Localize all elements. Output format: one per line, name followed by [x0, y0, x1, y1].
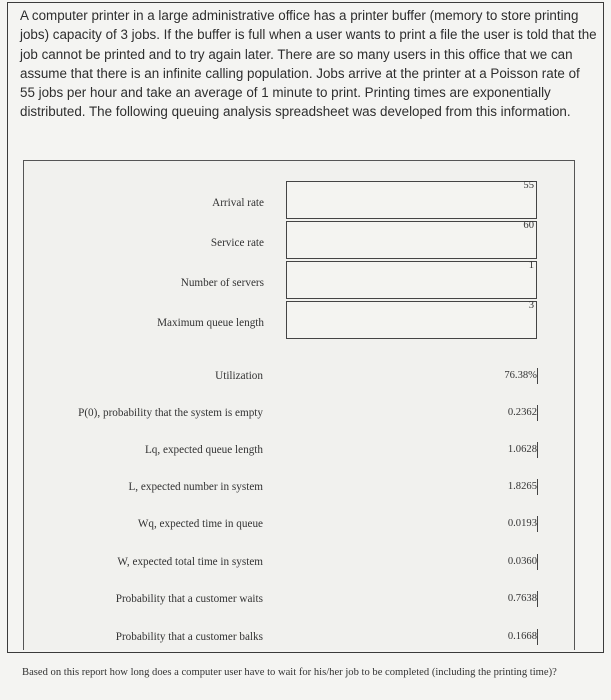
service-rate-row — [24, 233, 574, 253]
p0-label: P(0), probability that the system is empty — [78, 407, 263, 419]
lq-label: Lq, expected queue length — [144, 444, 263, 456]
w-label: W, expected total time in system — [117, 556, 263, 568]
l-label: L, expected number in system — [128, 481, 263, 493]
lq-cell — [483, 440, 538, 460]
prob-wait-value: 0.7638 — [507, 593, 537, 604]
utilization-row — [24, 366, 574, 386]
wq-cell — [483, 514, 538, 534]
l-value: 1.8265 — [507, 481, 537, 492]
p0-value: 0.2362 — [507, 407, 537, 418]
lq-value: 1.0628 — [507, 444, 537, 455]
utilization-label: Utilization — [215, 370, 263, 382]
utilization-value: 76.38% — [504, 370, 537, 381]
service-rate-value: 60 — [523, 220, 534, 231]
prob-wait-cell — [483, 589, 538, 609]
p0-row — [24, 403, 574, 423]
prob-balk-cell — [483, 627, 538, 647]
prob-balk-value: 0.1668 — [507, 631, 537, 642]
l-row — [24, 477, 574, 497]
w-value: 0.0360 — [507, 556, 537, 567]
wq-label: Wq, expected time in queue — [137, 518, 263, 530]
problem-statement: A computer printer in a large administrative office has a printer buffer (memory to store printing jobs) capacity of 3 jobs. If the buffer is full when a user wants to print a file the user is told that the job cannot be printed and to try again later. There are so many users in this office that we can assume that there is an infinite calling population. Jobs arrive at the printer at a Poisson rate of 55 jobs per hour and take an average of 1 minute to print. Printing times are exponentially distributed. The following queuing analysis spreadsheet was developed from this information. — [20, 8, 597, 120]
max-queue-length-value: 3 — [528, 300, 534, 311]
w-cell — [483, 552, 538, 572]
service-rate-label: Service rate — [210, 237, 264, 249]
wq-value: 0.0193 — [507, 518, 537, 529]
p0-cell — [483, 403, 538, 423]
number-of-servers-value: 1 — [528, 260, 534, 271]
number-of-servers-label: Number of servers — [180, 277, 264, 289]
w-row — [24, 552, 574, 572]
prob-balk-row — [24, 627, 574, 647]
max-queue-length-row — [24, 313, 574, 333]
wq-row — [24, 514, 574, 534]
prob-wait-label: Probability that a customer waits — [115, 593, 263, 605]
arrival-rate-label: Arrival rate — [212, 197, 264, 209]
prob-balk-label: Probability that a customer balks — [115, 631, 263, 643]
prob-wait-row — [24, 589, 574, 609]
number-of-servers-row — [24, 273, 574, 293]
max-queue-length-label: Maximum queue length — [157, 317, 264, 329]
lq-row — [24, 440, 574, 460]
l-cell — [483, 477, 538, 497]
question-text: Based on this report how long does a computer user have to wait for his/her job to be completed (including the printing time)? — [22, 667, 557, 678]
arrival-rate-row — [24, 193, 574, 213]
utilization-cell — [483, 366, 538, 386]
arrival-rate-value: 55 — [523, 180, 534, 191]
spreadsheet-image — [23, 160, 575, 650]
